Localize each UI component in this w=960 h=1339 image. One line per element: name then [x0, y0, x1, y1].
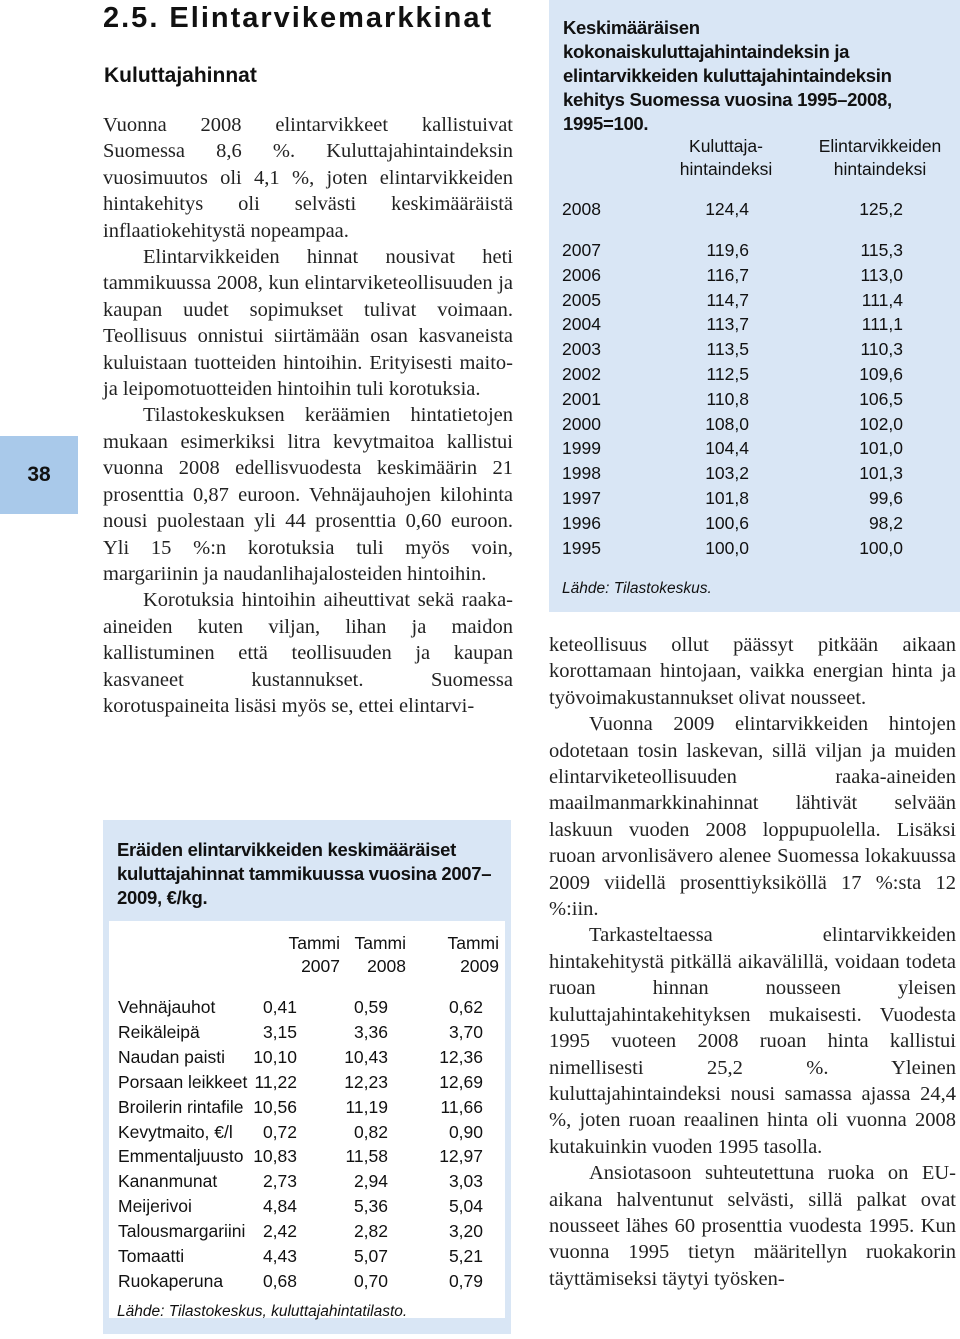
page-number: 38 [27, 463, 51, 486]
index-kuluttaja-cell: 101,8 [705, 488, 749, 508]
price-table-row [109, 1196, 505, 1221]
price-table-row [109, 1097, 505, 1122]
index-elintarvike-cell: 98,2 [868, 512, 903, 533]
price-2009-cell: 11,66 [440, 1096, 483, 1117]
price-table-title: Eräiden elintarvikkeiden keskimääräiset kuluttajahinnat tammikuussa vuosina 2007–2009, €/kg. [117, 839, 492, 908]
price-2008-cell: 3,36 [353, 1021, 388, 1042]
price-header-2007-line1: Tammi [288, 933, 340, 953]
price-table-row [109, 1022, 505, 1047]
index-table-row [549, 339, 960, 364]
price-table-row [109, 997, 505, 1022]
price-2008-cell: 11,58 [345, 1146, 388, 1167]
price-2008-cell: 5,36 [353, 1196, 388, 1217]
index-kuluttaja-cell: 104,4 [705, 438, 749, 459]
index-year-cell: 1997 [562, 488, 601, 508]
price-2007-cell: 0,41 [262, 997, 297, 1017]
price-item-name: Naudan paisti [118, 1046, 226, 1067]
price-2009-cell: 12,97 [439, 1146, 483, 1167]
index-header-elintarvike [805, 135, 955, 181]
index-header-kuluttaja-line2: hintaindeksi [679, 159, 773, 179]
price-2009-cell: 12,36 [439, 1046, 483, 1067]
price-2007-cell: 10,10 [253, 1046, 297, 1067]
price-2008-cell: 5,07 [353, 1246, 388, 1266]
price-header-2008 [341, 932, 406, 978]
index-elintarvike-cell: 109,6 [859, 364, 903, 384]
index-table-row [549, 265, 960, 290]
price-table-row [109, 1122, 505, 1147]
price-2008-cell: 2,94 [353, 1171, 388, 1192]
index-header-kuluttaja-line1: Kuluttaja- [689, 136, 763, 156]
index-table-row [549, 314, 960, 339]
index-elintarvike-cell: 100,0 [859, 537, 903, 558]
price-header-2008-line1: Tammi [354, 933, 406, 953]
price-header-2009-line1: Tammi [447, 933, 499, 953]
price-2009-cell: 0,62 [448, 997, 483, 1017]
index-year-cell: 2000 [562, 413, 601, 434]
price-2008-cell: 10,43 [344, 1046, 388, 1067]
right-paragraph-4: Ansiotasoon suhteutettuna ruoka on EU-aikana halventunut selvästi, sillä palkat ovat nousseet lähes 60 prosenttia vuodesta 1995. Kun vuonna 1995 tietyn määritellyn ruokakorin täyttämiseksi täytyi työsken- [549, 1162, 956, 1290]
index-elintarvike-cell: 99,6 [868, 488, 903, 508]
price-table-box [103, 820, 511, 1334]
right-paragraph-1: keteollisuus ollut päässyt pitkään aikaan korottamaan hintojaan, vaikka energian hinta ja työvoimakustannukset olivat nousseet. [549, 634, 956, 709]
index-year-cell: 2002 [562, 364, 601, 384]
left-paragraph-4: Korotuksia hintoihin aiheuttivat sekä raaka-aineiden kuten viljan, lihan ja maidon kallistuminen että teollisuuden ja kaupan kasvaneet kustannukset. Suomessa korotuspaineita lisäsi myös se, ettei elintarvi- [103, 589, 513, 717]
index-year-cell: 1996 [562, 512, 601, 533]
price-2007-cell: 0,72 [262, 1121, 297, 1142]
index-kuluttaja-cell: 113,5 [706, 339, 749, 360]
index-elintarvike-cell: 110,3 [860, 339, 903, 360]
index-elintarvike-cell: 106,5 [859, 388, 903, 409]
index-elintarvike-cell: 113,0 [860, 264, 903, 285]
price-table-source: Lähde: Tilastokeskus, kuluttajahintatilasto. [117, 1303, 408, 1320]
page-number-tab [0, 436, 78, 514]
left-paragraph-1: Vuonna 2008 elintarvikkeet kallistuivat Suomessa 8,6 %. Kuluttajahintaindeksin vuosimuutos oli 4,1 %, joten elintarvikkeiden hintakehitys oli selvästi keskimääräistä inflaatiokehitystä nopeampaa. [103, 114, 513, 242]
index-table-row [549, 414, 960, 439]
index-kuluttaja-cell: 100,6 [705, 512, 749, 533]
price-2007-cell: 11,22 [254, 1071, 297, 1092]
section-title: 2.5. Elintarvikemarkkinat [103, 2, 494, 34]
price-table-row [109, 1146, 505, 1171]
index-elintarvike-cell: 111,4 [861, 289, 903, 310]
price-header-2007-line2: 2007 [301, 956, 340, 976]
index-year-cell: 1995 [562, 537, 601, 558]
price-item-name: Porsaan leikkeet [118, 1071, 248, 1092]
price-2009-cell: 5,21 [448, 1246, 483, 1266]
price-2009-cell: 0,90 [448, 1121, 483, 1142]
price-table-row [109, 1271, 505, 1296]
index-year-cell: 2008 [562, 199, 601, 219]
index-table-row [549, 290, 960, 315]
price-item-name: Emmentaljuusto [118, 1146, 244, 1167]
index-kuluttaja-cell: 100,0 [705, 537, 749, 558]
index-table-row [549, 240, 960, 265]
index-header-elintarvike-line2: hintaindeksi [833, 159, 927, 179]
price-item-name: Broilerin rintafile [118, 1096, 244, 1117]
price-2007-cell: 4,43 [262, 1246, 297, 1266]
price-item-name: Kananmunat [118, 1171, 218, 1192]
index-year-cell: 2007 [562, 240, 601, 260]
index-table-title: Keskimääräisen kokonaiskuluttajahintaindeksin ja elintarvikkeiden kuluttajahintaindeksin kehitys Suomessa vuosina 1995–2008, 1995=100. [563, 17, 892, 134]
index-header-elintarvike-line1: Elintarvikkeiden [818, 136, 942, 156]
index-table-row [549, 463, 960, 488]
index-table-row [549, 538, 960, 563]
index-year-cell: 2004 [562, 314, 601, 335]
price-table [109, 921, 505, 1318]
price-header-2008-line2: 2008 [367, 956, 406, 976]
price-2007-cell: 2,42 [262, 1221, 297, 1242]
index-year-cell: 2006 [562, 264, 601, 285]
left-text-column [103, 112, 513, 719]
price-2009-cell: 0,79 [448, 1270, 483, 1291]
index-kuluttaja-cell: 124,4 [705, 199, 749, 219]
price-item-name: Reikäleipä [118, 1021, 200, 1042]
price-2008-cell: 0,59 [353, 997, 388, 1017]
index-elintarvike-cell: 101,0 [859, 438, 903, 459]
index-kuluttaja-cell: 119,6 [706, 240, 749, 260]
price-2008-cell: 0,82 [353, 1121, 388, 1142]
price-2009-cell: 3,03 [448, 1171, 483, 1192]
price-table-row [109, 1072, 505, 1097]
index-year-cell: 1998 [562, 463, 601, 484]
price-table-row [109, 1221, 505, 1246]
price-table-row [109, 1047, 505, 1072]
index-elintarvike-cell: 101,3 [859, 463, 903, 484]
price-2008-cell: 11,19 [345, 1096, 388, 1117]
index-kuluttaja-cell: 112,5 [706, 364, 749, 384]
price-2008-cell: 0,70 [353, 1270, 388, 1291]
price-item-name: Talousmargariini [118, 1221, 246, 1242]
index-elintarvike-cell: 115,3 [860, 240, 903, 260]
price-2008-cell: 12,23 [344, 1071, 388, 1092]
index-elintarvike-cell: 125,2 [859, 199, 903, 219]
index-table-row [549, 488, 960, 513]
price-2007-cell: 4,84 [262, 1196, 297, 1217]
price-2007-cell: 3,15 [262, 1021, 297, 1042]
index-year-cell: 2003 [562, 339, 601, 360]
price-header-2009-line2: 2009 [460, 956, 499, 976]
subheading: Kuluttajahinnat [104, 64, 257, 87]
price-item-name: Kevytmaito, €/l [118, 1121, 233, 1142]
index-table-box [549, 0, 960, 612]
price-table-row [109, 1246, 505, 1271]
index-table-row [549, 513, 960, 538]
price-2007-cell: 0,68 [262, 1270, 297, 1291]
price-2009-cell: 3,70 [448, 1021, 483, 1042]
index-year-cell: 1999 [562, 438, 601, 459]
index-table-row [549, 438, 960, 463]
price-table-row [109, 1171, 505, 1196]
index-elintarvike-cell: 111,1 [861, 314, 903, 335]
price-2007-cell: 2,73 [262, 1171, 297, 1192]
index-kuluttaja-cell: 114,7 [706, 289, 749, 310]
price-2008-cell: 2,82 [353, 1221, 388, 1242]
right-paragraph-3: Tarkasteltaessa elintarvikkeiden hintakehitystä pitkällä aikavälillä, voidaan todeta ruoan hinnan nousseen yleisen kuluttajahintakehityksen mukaisesti. Vuodesta 1995 vuoteen 2008 ruoan hinta kallistui nimellisesti 25,2 %. Yleinen kuluttajahintaindeksi nousi samassa ajassa 24,4 %, joten ruoan reaalinen hinta oli vuonna 2008 kutakuinkin vuoden 1995 tasolla. [549, 924, 956, 1158]
price-header-2007 [270, 932, 340, 978]
left-paragraph-2: Elintarvikkeiden hinnat nousivat heti tammikuussa 2008, kun elintarviketeollisuuden ja kaupan uudet sopimukset tulivat voimaan. Teollisuus onnistui siirtämään osan kasvaneista kuluistaan tuotteiden hintoihin. Erityisesti maito- ja leipomotuotteiden hintoihin tuli korotuksia. [103, 246, 513, 401]
index-table-row [549, 389, 960, 414]
price-header-2009 [427, 932, 499, 978]
price-2007-cell: 10,56 [253, 1096, 297, 1117]
price-2009-cell: 5,04 [448, 1196, 483, 1217]
right-text-column [549, 632, 956, 1292]
index-header-kuluttaja [661, 135, 791, 181]
price-2009-cell: 3,20 [448, 1221, 483, 1242]
price-item-name: Ruokaperuna [118, 1270, 224, 1291]
index-year-cell: 2005 [562, 289, 601, 310]
left-paragraph-3: Tilastokeskuksen keräämien hintatietojen mukaan esimerkiksi litra kevytmaitoa kallistui vuonna 2008 edellisvuodesta keskimäärin 21 prosenttia 0,87 euroon. Vehnäjauhojen kilohinta nousi puolestaan yli 44 prosenttia 0,60 euroon. Yli 15 %:n korotuksia tuli myös voin, margariinin ja naudanlihajalosteiden hintoihin. [103, 404, 513, 585]
index-kuluttaja-cell: 113,7 [706, 314, 749, 335]
right-paragraph-2: Vuonna 2009 elintarvikkeiden hintojen odotetaan tosin laskevan, sillä viljan ja muiden elintarviketeollisuuden raaka-aineiden maailmanmarkkinahinnat lähtivät selvään laskuun vuoden 2008 loppupuolella. Lisäksi ruoan arvonlisävero alenee Suomessa lokakuussa 2009 viidellä prosenttiyksiköllä 17 %:sta 12 %:iin. [549, 713, 956, 921]
price-item-name: Meijerivoi [118, 1196, 192, 1217]
index-elintarvike-cell: 102,0 [859, 413, 903, 434]
price-item-name: Tomaatti [118, 1246, 185, 1266]
index-table-row [549, 199, 960, 224]
index-kuluttaja-cell: 103,2 [705, 463, 749, 484]
index-kuluttaja-cell: 116,7 [706, 264, 749, 285]
price-2007-cell: 10,83 [253, 1146, 297, 1167]
index-year-cell: 2001 [562, 388, 601, 409]
index-kuluttaja-cell: 110,8 [706, 388, 749, 409]
price-item-name: Vehnäjauhot [118, 997, 216, 1017]
index-kuluttaja-cell: 108,0 [705, 413, 749, 434]
index-table-row [549, 364, 960, 389]
price-2009-cell: 12,69 [439, 1071, 483, 1092]
index-table-source: Lähde: Tilastokeskus. [562, 580, 712, 597]
